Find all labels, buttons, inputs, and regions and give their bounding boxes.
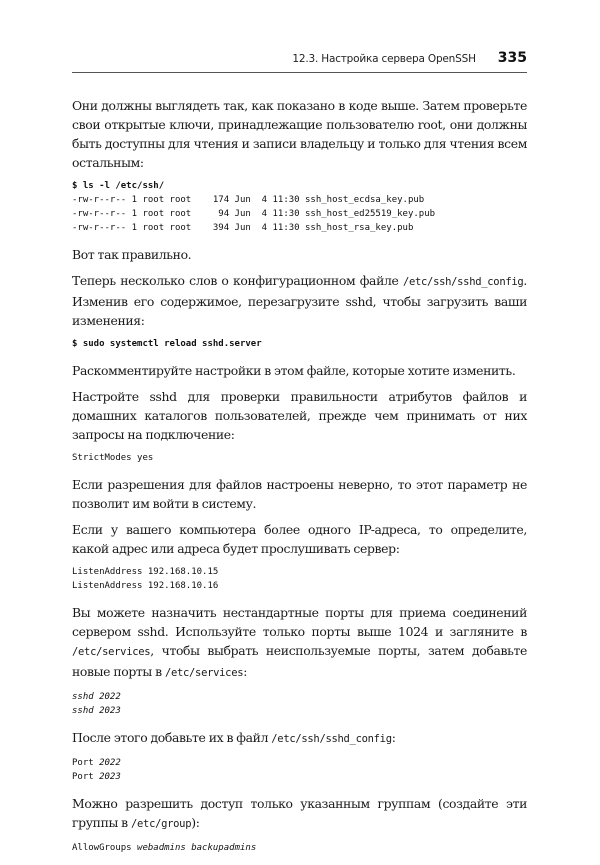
code-line: sshd 2022 [72, 692, 121, 702]
section-title: 12.3. Настройка сервера OpenSSH [292, 53, 476, 65]
paragraph: Они должны выглядеть так, как показано в коде выше. Затем проверьте свои открытые ключи, принадлежащие пользователю root, они должны быть доступны для чтения и записи владельцу и только для чтения всем остальным: [72, 98, 527, 170]
code-block [72, 565, 527, 593]
paragraph: Настройте sshd для проверки правильности атрибутов файлов и домашних каталогов пользователей, прежде чем принимать от них запросы на подключение: [72, 389, 527, 442]
file-path: /etc/services [72, 646, 151, 658]
code-line: AllowGroups webadmins backupadmins [72, 843, 257, 853]
code-line: StrictModes yes [72, 453, 154, 463]
code-line: Port 2022 [72, 758, 121, 768]
code-block [72, 451, 527, 465]
paragraph: Если разрешения для файлов настроены неверно, то этот параметр не позволит им войти в систему. [72, 477, 527, 511]
paragraph: Теперь несколько слов о конфигурационном файле /etc/ssh/sshd_config. Изменив его содержимое, перезагрузите sshd, чтобы загрузить ваши изменения: [72, 273, 527, 328]
file-path: /etc/ssh/sshd_config [271, 733, 392, 745]
paragraph: Вы можете назначить нестандартные порты для приема соединений сервером sshd. Используйте только порты выше 1024 и загляните в /etc/services, чтобы выбрать неиспользуемые порты, затем добавьте новые порты в /etc/services: [72, 605, 527, 679]
code-line: ListenAddress 192.168.10.16 [72, 581, 219, 591]
paragraph: Раскомментируйте настройки в этом файле, которые хотите изменить. [72, 363, 516, 378]
code-block [72, 690, 527, 718]
code-command: $ ls -l /etc/ssh/ [72, 181, 165, 191]
page-number: 335 [497, 50, 527, 66]
code-line: ListenAddress 192.168.10.15 [72, 567, 219, 577]
page-body [72, 96, 527, 865]
paragraph: Если у вашего компьютера более одного IP-адреса, то определите, какой адрес или адреса будет прослушивать сервер: [72, 522, 527, 556]
code-block [72, 179, 527, 235]
code-line: -rw-r--r-- 1 root root 94 Jun 4 11:30 ssh_host_ed25519_key.pub [72, 209, 436, 219]
code-block [72, 337, 527, 351]
code-command: $ sudo systemctl reload sshd.server [72, 339, 262, 349]
file-path: /etc/services [164, 667, 244, 679]
paragraph: После этого добавьте их в файл /etc/ssh/sshd_config: [72, 730, 396, 745]
code-block [72, 841, 527, 855]
paragraph: Можно разрешить доступ только указанным группам (создайте эти группы в /etc/group): [72, 796, 527, 830]
file-path: /etc/ssh/sshd_config [402, 276, 524, 288]
running-header [72, 50, 527, 73]
paragraph: Вот так правильно. [72, 247, 192, 262]
file-path: /etc/group [131, 818, 192, 830]
code-line: -rw-r--r-- 1 root root 174 Jun 4 11:30 ssh_host_ecdsa_key.pub [72, 195, 425, 205]
code-block [72, 756, 527, 784]
code-line: Port 2023 [72, 772, 121, 782]
code-line: sshd 2023 [72, 706, 121, 716]
code-line: -rw-r--r-- 1 root root 394 Jun 4 11:30 ssh_host_rsa_key.pub [72, 223, 414, 233]
